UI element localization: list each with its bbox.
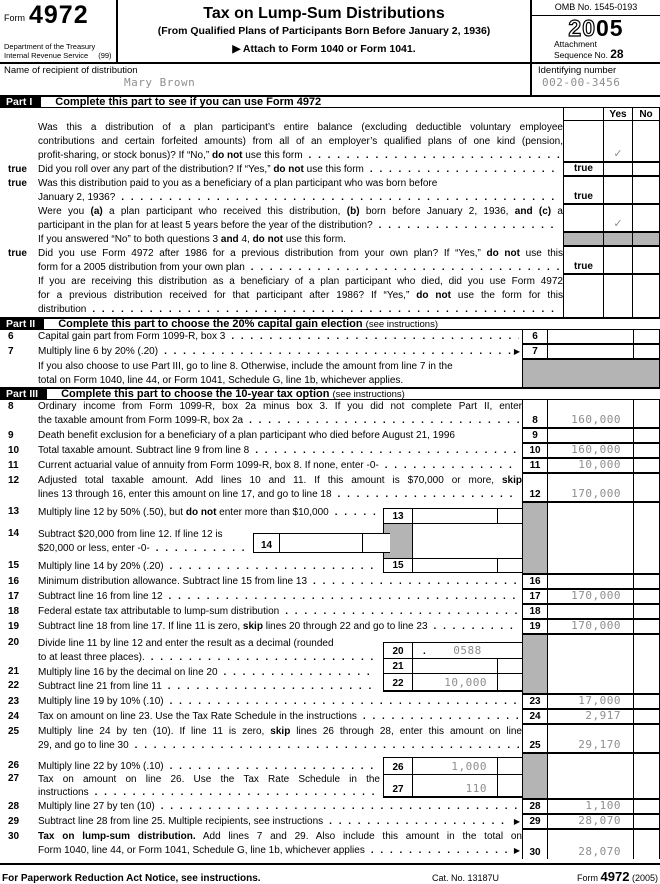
line-10-number-label: 10 — [8, 445, 20, 456]
line-24-text: 24 Tax on amount on line 23. Use the Tax Rate Schedule in the instructions . . . — [0, 710, 522, 725]
line-true-number-label: true — [8, 248, 27, 259]
line-note-no-cell[interactable] — [632, 205, 660, 233]
part1-row-note — [0, 275, 660, 317]
line-11-text: 11 Current actuarial value of annuity from Form 1099-R, box 8. If none, enter -0- . . . — [0, 459, 522, 474]
line-true-yes-cell[interactable] — [603, 163, 632, 177]
line-18-number-label: 18 — [8, 606, 20, 617]
dot-leader — [95, 786, 377, 799]
shaded-right-area — [522, 754, 660, 800]
dot-leader — [169, 590, 519, 604]
line-28-text: 28 Multiply line 27 by ten (10) . . . — [0, 800, 522, 815]
line-17-row — [0, 590, 660, 605]
line-24-number-label: 24 — [8, 711, 20, 722]
line-16-number-cell: 16 — [522, 575, 548, 590]
part2-note-row — [0, 360, 660, 387]
arrow-right-icon: ▶ — [513, 817, 520, 826]
line-13-entry-box: 13 — [383, 508, 522, 524]
dot-leader — [285, 605, 519, 619]
form-footer — [0, 863, 660, 884]
line-8-amount-field[interactable]: 160,000 — [548, 400, 633, 429]
line-20-text-2: to at least three places). — [38, 652, 145, 663]
line-10-text: 10 Total taxable amount. Subtract line 9 from line 8 . . . — [0, 444, 522, 459]
line-6-text: 6 Capital gain part from Form 1099-R, box 3 . . . — [0, 330, 522, 345]
line-11-amount-field[interactable]: 10,000 — [548, 459, 633, 474]
line-21-entry-box: 21 — [383, 659, 522, 674]
line-12-number-cell: 12 — [522, 474, 548, 503]
line-10-cents — [633, 444, 660, 459]
line-15-amount-field[interactable] — [413, 559, 497, 572]
line-note-no-cell[interactable] — [632, 121, 660, 163]
line-19-cents — [633, 620, 660, 635]
arrow-right-icon: ▶ — [513, 347, 520, 356]
line-29-amount-field[interactable]: 28,070 — [548, 815, 633, 830]
dot-leader — [156, 542, 249, 555]
line-17-cents — [633, 590, 660, 605]
dot-leader — [231, 330, 519, 344]
check-mark: ✓ — [613, 148, 623, 160]
lines-20-22-block — [0, 635, 660, 695]
lines-13-15-block — [0, 503, 660, 575]
recipient-row — [0, 64, 660, 95]
line-15-text: Multiply line 14 by 20% (.20) — [38, 561, 164, 572]
recipient-name-cell[interactable] — [0, 64, 530, 95]
line-27-cents — [497, 775, 522, 796]
line-14-cents — [362, 534, 390, 552]
part1-row-note — [0, 233, 660, 247]
dot-leader — [335, 506, 377, 519]
line-17-amount-field[interactable]: 170,000 — [548, 590, 633, 605]
lines-26-27-block — [0, 754, 660, 800]
line-14-amount-field[interactable] — [280, 534, 362, 552]
line-true-number-label: true — [8, 178, 27, 189]
dot-leader — [168, 680, 377, 693]
line-note-text: If you are receiving this distribution as a beneficiary of a plan participant who died, did you use Form 4972 for a previous distribution received for that participant after 1986? If “Yes,” do not use the form for this distribution . . . — [0, 275, 563, 317]
line-22-number-label: 22 — [8, 680, 20, 691]
line-10-number-cell: 10 — [522, 444, 548, 459]
line-11-number-cell: 11 — [522, 459, 548, 474]
line-true-number-label: true — [8, 164, 27, 175]
line-28-amount-field[interactable]: 1,100 — [548, 800, 633, 815]
line-27-text-2: instructions — [38, 787, 89, 798]
line-true-yes-cell[interactable] — [603, 177, 632, 205]
line-20-text: Divide line 11 by line 12 and enter the result as a decimal (rounded — [38, 638, 334, 649]
line-16-number-label: 16 — [8, 576, 20, 587]
line-20-entry-box: 20 . 0588 — [383, 642, 522, 659]
line-23-number-label: 23 — [8, 696, 20, 707]
line-16-text: 16 Minimum distribution allowance. Subtract line 15 from line 13 . . . — [0, 575, 522, 590]
line-25-number-cell: 25 — [522, 725, 548, 754]
line-17-number-cell: 17 — [522, 590, 548, 605]
dept-code: (99) — [98, 50, 112, 60]
line-13-cents — [497, 509, 522, 523]
line-15-cents — [497, 559, 522, 572]
part1-row-true — [0, 163, 660, 177]
dot-leader — [371, 844, 511, 858]
line-14-number-label: 14 — [8, 528, 20, 539]
part3-rows-28-30 — [0, 800, 660, 859]
line-18-row — [0, 605, 660, 620]
dot-leader — [338, 488, 519, 502]
form-number-block — [0, 0, 118, 62]
arrow-right-icon: ▶ — [513, 846, 520, 855]
dot-leader — [161, 800, 519, 814]
part2-rows — [0, 330, 660, 360]
part3-rows-16-19 — [0, 575, 660, 635]
dot-leader — [92, 303, 560, 317]
line-6-number-label: 6 — [8, 331, 14, 342]
part2-bar — [0, 317, 660, 330]
recipient-name-value[interactable]: Mary Brown — [124, 76, 196, 89]
line-true-no-cell[interactable] — [632, 247, 660, 275]
part1-bar — [0, 95, 660, 108]
line-18-cents — [633, 605, 660, 620]
line-note-text: Was this a distribution of a plan participant’s entire balance (excluding deductible voluntary employee contributions and certain forfeited amounts) from all of an employer’s qualified plans of one kind (pension, profit-sharing, or stock bonus)? If “No,” do not use this form . . . — [0, 121, 563, 163]
line-22-cents — [497, 674, 522, 690]
line-23-cents — [633, 695, 660, 710]
line-19-number-cell: 19 — [522, 620, 548, 635]
part3-bar — [0, 387, 660, 400]
line-22-amount-field[interactable]: 10,000 — [444, 676, 487, 689]
check-mark: ✓ — [613, 218, 623, 230]
line-23-amount-field[interactable]: 17,000 — [548, 695, 633, 710]
line-12-number-label: 12 — [8, 475, 20, 486]
form-header — [0, 0, 660, 64]
line-26-text: Multiply line 22 by 10% (.10) — [38, 761, 164, 772]
dot-leader — [170, 760, 377, 773]
part3-rows-8-12 — [0, 400, 660, 503]
recipient-name-label: Name of recipient of distribution — [4, 65, 138, 76]
form-subtitle: (From Qualified Plans of Participants Born Before January 2, 1936) — [157, 25, 491, 37]
line-note-text: Were you (a) a plan participant who received this distribution, (b) born before January 2, 1936, and (c) a participant in the plan for at least 5 years before the year of the distribution? . . . — [0, 205, 563, 233]
line-9-cents — [633, 429, 660, 444]
line-8-number-label: 8 — [8, 401, 14, 412]
line-23-row — [0, 695, 660, 710]
line-11-cents — [633, 459, 660, 474]
identifying-number-label: Identifying number — [538, 65, 617, 76]
dot-leader — [251, 261, 560, 275]
dot-leader — [313, 575, 519, 589]
line-true-text: true Was this distribution paid to you as a beneficiary of a plan participant who was born before January 2, 1936? . . . — [0, 177, 563, 205]
line-18-number-cell: 18 — [522, 605, 548, 620]
line-8-number-cell: 8 — [522, 400, 548, 429]
line-21-amount-field[interactable] — [413, 659, 497, 673]
line-7-amount-field[interactable] — [548, 345, 633, 360]
dot-leader — [170, 560, 377, 573]
line-19-amount-field[interactable]: 170,000 — [548, 620, 633, 635]
line-30-amount-field[interactable]: 28,070 — [578, 845, 621, 858]
line-12-amount-field[interactable]: 170,000 — [548, 474, 633, 503]
line-true-number-cell: true — [563, 247, 603, 275]
yes-no-header-row — [0, 108, 660, 121]
part2-note-text: If you also choose to use Part III, go to line 8. Otherwise, include the amount from line 7 in the total on Form 1040, line 44, or Form 1041, Schedule G, line 1b, whichever applies. — [38, 361, 453, 386]
line-29-number-label: 29 — [8, 816, 20, 827]
dot-leader — [255, 444, 519, 458]
line-17-text: 17 Subtract line 16 from line 12 . . . — [0, 590, 522, 605]
line-14-text: Subtract $20,000 from line 12. If line 12 is — [38, 529, 223, 540]
department-block: Department of the Treasury Internal Revenue Service (99) — [4, 42, 112, 60]
line-27-entry-box: 27 110 — [383, 775, 522, 798]
paperwork-notice: For Paperwork Reduction Act Notice, see instructions. — [2, 873, 261, 884]
omb-year-block — [530, 0, 660, 62]
line-28-number-label: 28 — [8, 801, 20, 812]
part2-title: Complete this part to choose the 20% capital gain election (see instructions) — [58, 318, 438, 330]
line-note-number-cell — [563, 205, 603, 233]
line-19-row — [0, 620, 660, 635]
no-column-header: No — [632, 108, 660, 121]
line-13-text: Multiply line 12 by 50% (.50), but do not enter more than $10,000 — [38, 507, 329, 518]
line-27-text: Tax on amount on line 26. Use the Tax Rate Schedule in the — [38, 774, 380, 785]
line-12-row — [0, 474, 660, 503]
line-17-number-label: 17 — [8, 591, 20, 602]
line-6-row — [0, 330, 660, 345]
part3-label: Part III — [0, 389, 47, 399]
shaded-area — [522, 360, 660, 387]
line-29-row — [0, 815, 660, 830]
line-6-number-cell: 6 — [522, 330, 548, 345]
line-true-no-cell[interactable] — [632, 163, 660, 177]
line-9-number-cell: 9 — [522, 429, 548, 444]
line-6-cents — [633, 330, 660, 345]
line-7-number-label: 7 — [8, 346, 14, 357]
line-note-number-cell — [563, 121, 603, 163]
part1-label: Part I — [0, 97, 41, 107]
dot-leader — [135, 739, 519, 753]
line-14-text-2: $20,000 or less, enter -0- — [38, 543, 150, 554]
line-note-yes-cell[interactable] — [603, 275, 632, 317]
line-22-text: Subtract line 21 from line 11 — [38, 681, 162, 692]
line-note-no-cell — [632, 233, 660, 247]
line-23-text: 23 Multiply line 19 by 10% (.10) . . . — [0, 695, 522, 710]
line-21-text: Multiply line 16 by the decimal on line 20 — [38, 667, 218, 678]
line-23-number-cell: 23 — [522, 695, 548, 710]
line-25-amount-field[interactable]: 29,170 — [548, 725, 633, 754]
line-16-cents — [633, 575, 660, 590]
shaded-right-area — [522, 635, 660, 695]
line-16-row — [0, 575, 660, 590]
line-25-number-label: 25 — [8, 726, 20, 737]
identifying-number-value[interactable]: 002-00-3456 — [542, 76, 621, 89]
part3-title: Complete this part to choose the 10-year tax option (see instructions) — [61, 388, 405, 400]
form-title: Tax on Lump-Sum Distributions — [203, 5, 445, 22]
line-note-yes-cell[interactable] — [603, 205, 632, 233]
line-19-number-label: 19 — [8, 621, 20, 632]
line-28-cents — [633, 800, 660, 815]
line-8-row — [0, 400, 660, 429]
line-20-number-label: 20 — [8, 637, 20, 648]
line-30-cents — [633, 830, 660, 859]
line-24-row — [0, 710, 660, 725]
line-29-text: 29 Subtract line 28 from line 25. Multiple recipients, see instructions . . . ▶ — [0, 815, 522, 830]
line-7-number-cell: 7 — [522, 345, 548, 360]
line-13-amount-field[interactable] — [413, 509, 497, 523]
line-8-text: 8 Ordinary income from Form 1099-R, box 2a minus box 3. If you did not complete Part II, enter the taxable amount from Form 1099-R, box 2a . . . — [0, 400, 522, 429]
line-7-cents — [633, 345, 660, 360]
dot-leader — [434, 620, 519, 634]
line-note-number-cell — [563, 275, 603, 317]
part1-row-note — [0, 121, 660, 163]
form-number: 4972 — [29, 1, 89, 29]
form-word: Form — [4, 13, 25, 23]
line-true-text: true Did you roll over any part of the distribution? If “Yes,” do not use this form . . . — [0, 163, 563, 177]
dot-leader — [121, 191, 560, 205]
line-26-entry-box: 26 1,000 — [383, 757, 522, 775]
line-9-amount-field[interactable] — [548, 429, 633, 444]
tax-year: 2005 — [568, 15, 624, 41]
dot-leader — [170, 695, 519, 709]
line-11-row — [0, 459, 660, 474]
line-26-cents — [497, 758, 522, 774]
attachment-sequence: Attachment Sequence No. 28 — [554, 39, 624, 61]
line-true-number-cell: true — [563, 177, 603, 205]
line-14-entry-box: 14 — [253, 533, 390, 553]
dot-leader — [151, 651, 377, 664]
line-21-cents — [497, 659, 522, 673]
line-11-number-label: 11 — [8, 460, 19, 471]
line-9-number-label: 9 — [8, 430, 14, 441]
line-27-amount-field[interactable]: 110 — [465, 782, 487, 795]
dot-leader — [329, 815, 511, 829]
yes-column-header: Yes — [603, 108, 632, 121]
line-24-cents — [633, 710, 660, 725]
attach-instruction: ▶ Attach to Form 1040 or Form 1041. — [232, 43, 416, 55]
line-24-amount-field[interactable]: 2,917 — [548, 710, 633, 725]
part3-rows-23-25 — [0, 695, 660, 754]
line-22-entry-box: 22 10,000 — [383, 674, 522, 692]
line-28-number-cell: 28 — [522, 800, 548, 815]
part2-label: Part II — [0, 319, 44, 329]
identifying-number-cell[interactable] — [530, 64, 660, 95]
dot-leader — [309, 149, 560, 163]
part1-rows — [0, 108, 660, 317]
line-18-amount-field[interactable] — [548, 605, 633, 620]
dot-leader — [379, 219, 560, 233]
dot-leader — [164, 345, 511, 359]
decimal-point: . — [423, 646, 426, 657]
line-15-entry-box: 15 — [383, 558, 522, 573]
line-9-row — [0, 429, 660, 444]
dot-leader — [249, 414, 519, 428]
line-true-yes-cell[interactable] — [603, 247, 632, 275]
omb-number: OMB No. 1545-0193 — [532, 0, 660, 16]
line-18-text: 18 Federal estate tax attributable to lump-sum distribution . . . — [0, 605, 522, 620]
line-note-number-cell — [563, 233, 603, 247]
line-number-header — [563, 108, 603, 121]
dot-leader — [224, 666, 377, 679]
line-7-text: 7 Multiply line 6 by 20% (.20) . . . ▶ — [0, 345, 522, 360]
line-note-yes-cell — [603, 233, 632, 247]
line-true-number-cell: true — [563, 163, 603, 177]
line-30-number-cell: 30 — [522, 830, 548, 859]
line-30-text: 30 Tax on lump-sum distribution. Add lines 7 and 29. Also include this amount in the total on Form 1040, line 44, or Form 1041, Schedule G, line 1b, whichever applies . . . ▶ — [0, 830, 522, 859]
line-24-number-cell: 24 — [522, 710, 548, 725]
line-15-number-label: 15 — [8, 560, 20, 571]
line-16-amount-field[interactable] — [548, 575, 633, 590]
line-19-text: 19 Subtract line 18 from line 17. If line 11 is zero, skip lines 20 through 22 and go to line 23 . . . — [0, 620, 522, 635]
catalog-number: Cat. No. 13187U — [432, 873, 500, 883]
line-25-cents — [633, 725, 660, 754]
dot-leader — [385, 459, 519, 473]
dot-leader — [363, 710, 519, 724]
part1-row-true — [0, 177, 660, 205]
line-25-row — [0, 725, 660, 754]
part1-title: Complete this part to see if you can use Form 4972 — [55, 96, 322, 108]
shaded-right-area — [522, 503, 660, 575]
part1-row-note — [0, 205, 660, 233]
line-13-number-label: 13 — [8, 506, 20, 517]
line-true-text: true Did you use Form 4972 after 1986 for a previous distribution from your own plan? If “Yes,” do not use this form for a 2005 distribution from your own plan . . . — [0, 247, 563, 275]
line-21-number-label: 21 — [8, 666, 20, 677]
line-10-amount-field[interactable]: 160,000 — [548, 444, 633, 459]
form-footer-id: Form 4972 (2005) — [577, 869, 658, 884]
line-8-cents — [633, 400, 660, 429]
line-10-row — [0, 444, 660, 459]
line-29-number-cell: 29 — [522, 815, 548, 830]
line-note-text: If you answered “No” to both questions 3 and 4, do not use this form. — [38, 234, 346, 245]
line-note-yes-cell[interactable] — [603, 121, 632, 163]
line-27-number-label: 27 — [8, 773, 20, 784]
line-12-cents — [633, 474, 660, 503]
line-26-amount-field[interactable]: 1,000 — [451, 760, 487, 773]
line-6-amount-field[interactable] — [548, 330, 633, 345]
title-block — [118, 0, 530, 62]
line-25-text: 25 Multiply line 24 by ten (10). If line 11 is zero, skip lines 26 through 28, enter this amount on line 29, and go to line 30 . . . — [0, 725, 522, 754]
line-12-text: 12 Adjusted total taxable amount. Add lines 10 and 11. If this amount is $70,000 or more, skip lines 13 through 16, enter this amount on line 17, and go to line 18 . . . — [0, 474, 522, 503]
line-28-row — [0, 800, 660, 815]
line-7-row — [0, 345, 660, 360]
line-30-row — [0, 830, 660, 859]
line-26-number-label: 26 — [8, 760, 20, 771]
line-note-no-cell[interactable] — [632, 275, 660, 317]
dot-leader — [370, 163, 560, 177]
line-true-no-cell[interactable] — [632, 177, 660, 205]
line-30-number-label: 30 — [8, 831, 20, 842]
part1-row-true — [0, 247, 660, 275]
line-20-decimal-field[interactable]: . 0588 — [423, 644, 482, 657]
line-9-text: 9 Death benefit exclusion for a beneficiary of a plan participant who died before August 21, 1996 — [8, 430, 455, 441]
line-29-cents — [633, 815, 660, 830]
